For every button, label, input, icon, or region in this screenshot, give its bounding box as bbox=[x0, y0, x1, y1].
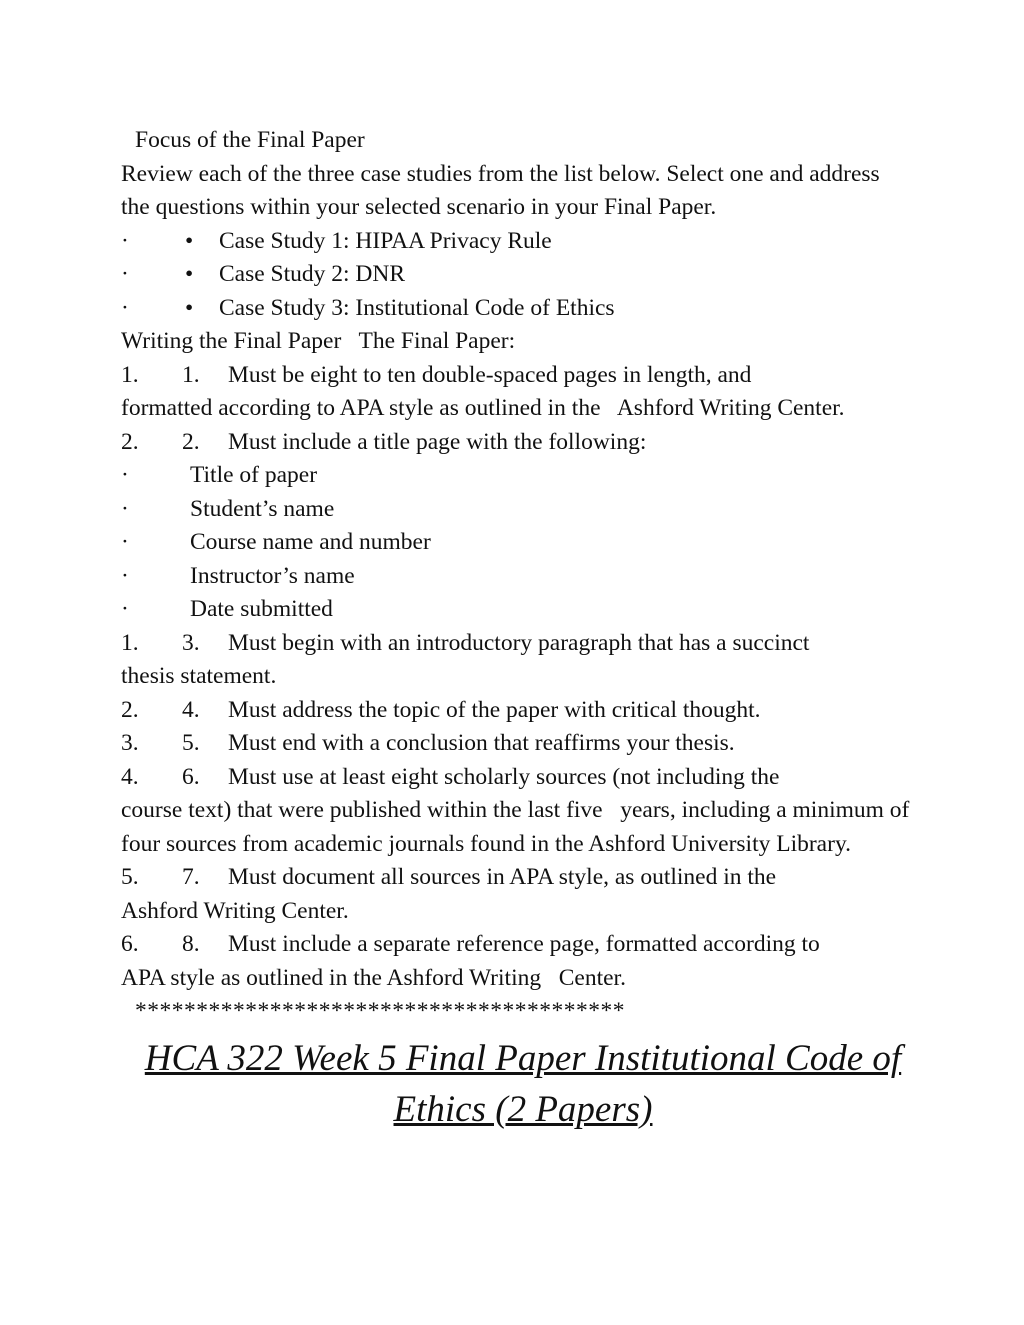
outer-number: 1. bbox=[121, 361, 139, 388]
list-item bbox=[121, 292, 911, 326]
document-title-link[interactable]: HCA 322 Week 5 Final Paper Institutional Code of Ethics (2 Papers) bbox=[144, 1037, 902, 1130]
writing-heading: Writing the Final Paper The Final Paper: bbox=[121, 328, 516, 354]
inner-number: 7. bbox=[182, 864, 200, 890]
outer-number: 3. bbox=[121, 730, 139, 756]
requirement-text: Must use at least eight scholarly sources (not including the bbox=[228, 763, 780, 790]
section-heading: Focus of the Final Paper bbox=[135, 127, 365, 153]
requirement-continuation: APA style as outlined in the Ashford Writing Center. bbox=[121, 964, 626, 991]
requirement-continuation: thesis statement. bbox=[121, 663, 277, 689]
list-dot: · bbox=[121, 529, 129, 555]
document-page bbox=[121, 124, 916, 1135]
inner-number: 6. bbox=[182, 763, 200, 790]
list-item bbox=[121, 526, 911, 560]
inner-number: 1. bbox=[182, 361, 200, 388]
requirement-text: Must document all sources in APA style, as outlined in the bbox=[228, 864, 777, 890]
intro-paragraph: Review each of the three case studies from the list below. Select one and address the questions within your selected scenario in your Final Paper. bbox=[121, 160, 880, 220]
inner-number: 8. bbox=[182, 931, 200, 957]
list-item-text: Title of paper bbox=[190, 462, 318, 488]
requirement-item bbox=[121, 694, 911, 728]
list-bullet: • bbox=[185, 294, 194, 321]
requirements-list-continued bbox=[121, 627, 916, 996]
separator-stars: **************************************** bbox=[135, 998, 625, 1024]
requirement-item bbox=[121, 727, 911, 761]
inner-number: 4. bbox=[182, 696, 200, 723]
list-item bbox=[121, 225, 911, 259]
requirement-text: Must include a title page with the following: bbox=[228, 428, 647, 455]
list-item bbox=[121, 593, 911, 627]
requirement-item bbox=[121, 426, 911, 460]
list-dot: · bbox=[121, 495, 129, 522]
requirement-item bbox=[121, 761, 916, 862]
requirement-item bbox=[121, 861, 911, 928]
list-item-text: Course name and number bbox=[190, 529, 431, 555]
list-dot: · bbox=[121, 294, 129, 321]
list-dot: · bbox=[121, 462, 129, 488]
list-dot: · bbox=[121, 261, 129, 287]
requirements-list bbox=[121, 359, 911, 460]
list-item-text: Instructor’s name bbox=[190, 562, 355, 589]
outer-number: 1. bbox=[121, 629, 139, 656]
list-item-text: Date submitted bbox=[190, 596, 333, 622]
inner-number: 2. bbox=[182, 428, 200, 455]
case-study-text: Case Study 1: HIPAA Privacy Rule bbox=[219, 227, 552, 254]
requirement-item bbox=[121, 627, 911, 694]
requirement-continuation: formatted according to APA style as outlined in the Ashford Writing Center. bbox=[121, 395, 845, 421]
list-item-text: Student’s name bbox=[190, 495, 335, 522]
requirement-item bbox=[121, 359, 911, 426]
list-dot: · bbox=[121, 596, 129, 622]
case-study-text: Case Study 3: Institutional Code of Ethics bbox=[219, 294, 615, 321]
outer-number: 5. bbox=[121, 864, 139, 890]
outer-number: 2. bbox=[121, 428, 139, 455]
requirement-continuation: Ashford Writing Center. bbox=[121, 897, 349, 924]
title-page-items bbox=[121, 459, 911, 627]
requirement-item bbox=[121, 928, 911, 995]
requirement-continuation: course text) that were published within the last five years, including a minimum of four sources from academic journals found in the Ashford University Library. bbox=[121, 797, 916, 857]
requirement-text: Must end with a conclusion that reaffirms your thesis. bbox=[228, 730, 735, 756]
list-bullet: • bbox=[185, 227, 194, 254]
outer-number: 2. bbox=[121, 696, 139, 723]
outer-number: 6. bbox=[121, 931, 139, 957]
list-bullet: • bbox=[185, 261, 194, 287]
requirement-text: Must be eight to ten double-spaced pages in length, and bbox=[228, 361, 752, 388]
case-study-list bbox=[121, 225, 911, 326]
list-item bbox=[121, 459, 911, 493]
requirement-text: Must address the topic of the paper with critical thought. bbox=[228, 696, 761, 723]
requirement-text: Must begin with an introductory paragraph that has a succinct bbox=[228, 629, 810, 656]
inner-number: 3. bbox=[182, 629, 200, 656]
inner-number: 5. bbox=[182, 730, 200, 756]
list-item bbox=[121, 560, 911, 594]
list-dot: · bbox=[121, 562, 129, 589]
list-item bbox=[121, 493, 911, 527]
list-item bbox=[121, 258, 911, 292]
case-study-text: Case Study 2: DNR bbox=[219, 261, 406, 287]
requirement-text: Must include a separate reference page, formatted according to bbox=[228, 931, 820, 957]
list-dot: · bbox=[121, 227, 129, 254]
outer-number: 4. bbox=[121, 763, 139, 790]
